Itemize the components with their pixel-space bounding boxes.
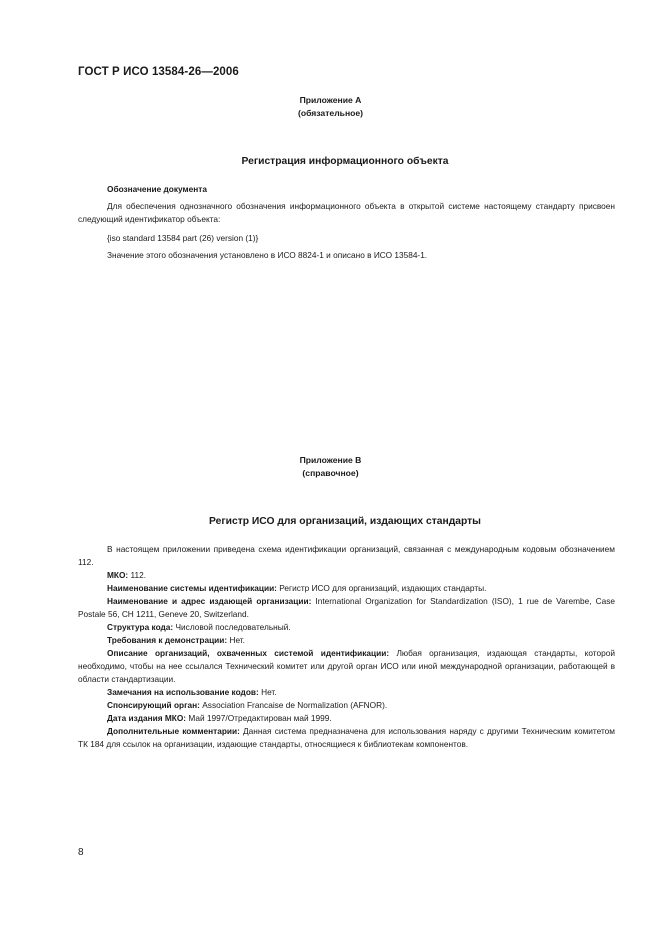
appendix-a-title: Приложение А (299, 95, 362, 105)
registry-item-value: Май 1997/Отредактирован май 1999. (186, 713, 332, 723)
page-number: 8 (78, 847, 84, 858)
registry-item (78, 712, 615, 725)
document-header: ГОСТ Р ИСО 13584-26—2006 (78, 66, 239, 78)
registry-item-label: Описание организаций, охваченных системой идентификации: (107, 648, 390, 658)
registry-item-value: Нет. (258, 687, 277, 697)
registry-item (78, 647, 615, 686)
appendix-a-paragraph: Для обеспечения однозначного обозначения информационного объекта в открытой системе настоящему стандарту присвоен следующий идентификатор объекта: (78, 201, 615, 224)
registry-item (78, 634, 615, 647)
appendix-a-note: Значение этого обозначения установлено в ИСО 8824-1 и описано в ИСО 13584-1. (107, 250, 428, 260)
registry-item (78, 569, 615, 582)
registry-item (78, 725, 615, 751)
registry-item-value: Регистр ИСО для организаций, издающих стандарты. (276, 583, 487, 593)
registry-item-value: Данная система предназначена для использования наряду с другими Техническим комитетом ТК 184 для ссылок на организации, издающие стандарты, относящиеся к библиотекам компонентов. (78, 726, 615, 749)
registry-item-label: Наименование системы идентификации: (107, 583, 277, 593)
registry-item-label: Требования к демонстрации: (107, 635, 228, 645)
registry-item-value: 112. (128, 570, 147, 580)
registry-item (78, 621, 615, 634)
registry-item (78, 686, 615, 699)
registry-item (78, 595, 615, 621)
registry-item (78, 582, 615, 595)
appendix-a-subheading: Обозначение документа (107, 184, 207, 194)
appendix-a-status: (обязательное) (297, 108, 364, 118)
registry-item-label: Спонсирующий орган: (107, 700, 200, 710)
appendix-b-status: (справочное) (302, 468, 359, 478)
registry-item-value: Нет. (227, 635, 245, 645)
object-identifier: {iso standard 13584 part (26) version (1)} (107, 233, 259, 243)
registry-item-label: Дата издания МКО: (107, 713, 187, 723)
registry-item-label: Наименование и адрес издающей организации: (107, 596, 312, 606)
appendix-b-intro: В настоящем приложении приведена схема идентификации организаций, связанная с международным кодовым обозначением 112. (78, 544, 615, 567)
appendix-b-heading: Регистр ИСО для организаций, издающих стандарты (209, 516, 481, 527)
appendix-b-title: Приложение В (299, 455, 362, 465)
appendix-a-heading: Регистрация информационного объекта (241, 156, 449, 167)
registry-items (78, 569, 615, 751)
registry-item-value: Любая организация, издающая стандарты, которой необходимо, чтобы на нее ссылался Технический комитет или другой орган ИСО или иной международной организации, работающей в области стандартизации. (78, 648, 615, 684)
registry-item-label: Замечания на использование кодов: (107, 687, 259, 697)
registry-item-value: International Organization for Standardization (ISO), 1 rue de Varembe, Case Postale 56, CH 1211, Geneve 20, Switzerland. (78, 596, 616, 619)
registry-item-value: Association Francaise de Normalization (AFNOR). (199, 700, 388, 710)
registry-item-label: МКО: (107, 570, 129, 580)
registry-item-label: Дополнительные комментарии: (107, 726, 240, 736)
registry-item (78, 699, 615, 712)
registry-item-value: Числовой последовательный. (173, 622, 291, 632)
registry-item-label: Структура кода: (107, 622, 174, 632)
